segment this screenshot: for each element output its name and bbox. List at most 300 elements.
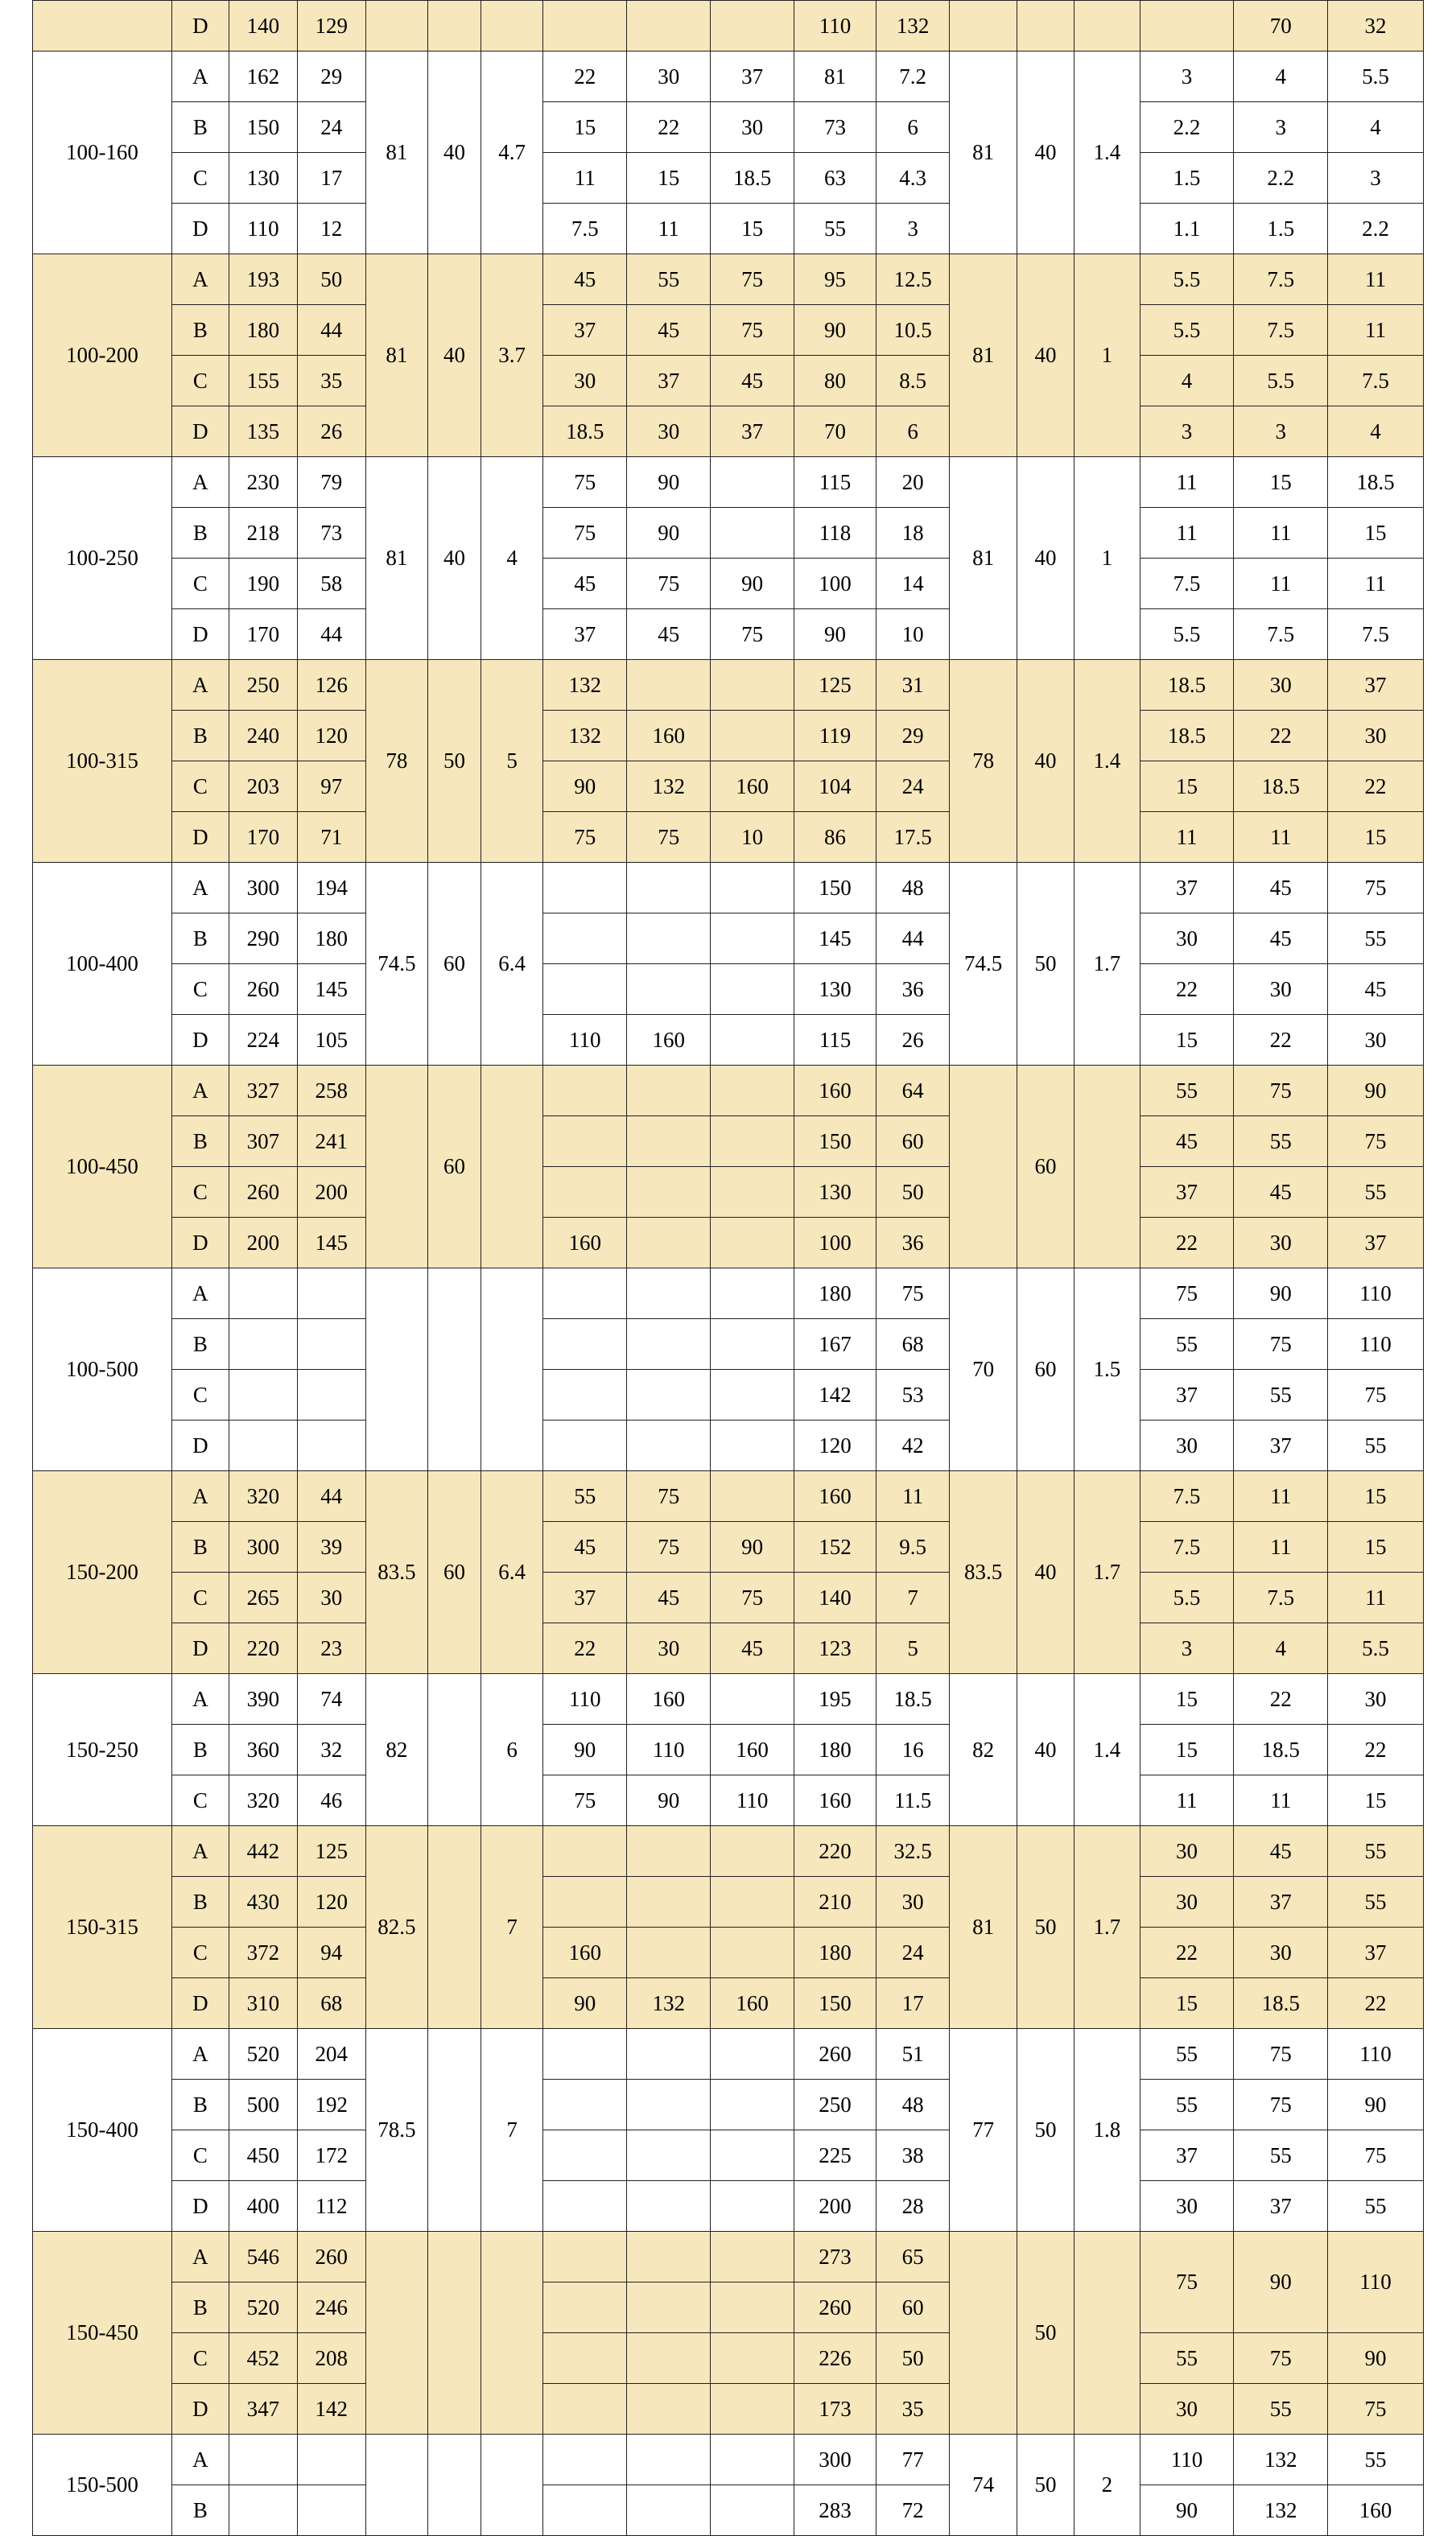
value-k2: 3 — [1234, 406, 1328, 457]
value-k2: 55 — [1234, 2384, 1328, 2435]
table-row — [33, 913, 1424, 964]
value-k1: 3 — [1140, 406, 1234, 457]
value-h2: 45 — [627, 305, 711, 356]
value-h1 — [543, 1826, 627, 1877]
value-i2: 60 — [876, 2282, 949, 2333]
variant-letter: A — [171, 1066, 229, 1116]
value-j1: 70 — [950, 1268, 1017, 1471]
value-i1: 180 — [794, 1268, 876, 1319]
value-h2: 30 — [627, 1623, 711, 1674]
value-h1: 110 — [543, 1674, 627, 1725]
value-h3: 110 — [711, 1775, 794, 1826]
value-h3: 37 — [711, 406, 794, 457]
value-j3: 2 — [1074, 2435, 1140, 2536]
value-n1: 135 — [229, 406, 297, 457]
value-h1: 90 — [543, 761, 627, 812]
variant-letter: D — [171, 2181, 229, 2232]
value-i2: 35 — [876, 2384, 949, 2435]
value-g1: 81 — [365, 254, 427, 457]
value-g3: 3.7 — [481, 254, 542, 457]
value-h2: 90 — [627, 508, 711, 559]
value-k3: 11 — [1328, 305, 1424, 356]
model-label: 150-400 — [33, 2029, 172, 2232]
value-g1: 82.5 — [365, 1826, 427, 2029]
value-n1: 442 — [229, 1826, 297, 1877]
value-k2: 55 — [1234, 1370, 1328, 1421]
value-j2: 40 — [1017, 1471, 1074, 1674]
value-i1: 145 — [794, 913, 876, 964]
value-h1 — [543, 913, 627, 964]
value-k3: 15 — [1328, 1775, 1424, 1826]
value-g1 — [365, 1066, 427, 1268]
value-g2 — [428, 1674, 481, 1826]
value-g2: 40 — [428, 52, 481, 254]
value-k1: 3 — [1140, 1623, 1234, 1674]
variant-letter: A — [171, 1268, 229, 1319]
variant-letter: A — [171, 1471, 229, 1522]
value-j3: 1.7 — [1074, 863, 1140, 1066]
table-row — [33, 1928, 1424, 1978]
value-j1: 82 — [950, 1674, 1017, 1826]
value-k2: 22 — [1234, 711, 1328, 761]
value-n2: 35 — [297, 356, 365, 406]
table-row — [33, 2080, 1424, 2130]
value-i2: 7 — [876, 1573, 949, 1623]
value-j3 — [1074, 2232, 1140, 2435]
table-row — [33, 2333, 1424, 2384]
specification-table — [32, 0, 1424, 2536]
value-h1 — [543, 2384, 627, 2435]
value-j2: 50 — [1017, 863, 1074, 1066]
value-k2: 7.5 — [1234, 1573, 1328, 1623]
value-h1: 37 — [543, 609, 627, 660]
value-n1: 360 — [229, 1725, 297, 1775]
value-n2 — [297, 1421, 365, 1471]
value-k3: 11 — [1328, 559, 1424, 609]
value-k3: 37 — [1328, 660, 1424, 711]
value-n1: 390 — [229, 1674, 297, 1725]
value-i1: 273 — [794, 2232, 876, 2282]
value-j2: 50 — [1017, 2029, 1074, 2232]
value-h3: 37 — [711, 52, 794, 102]
value-k2: 55 — [1234, 1116, 1328, 1167]
value-h3 — [711, 1066, 794, 1116]
value-k3: 160 — [1328, 2485, 1424, 2536]
value-k1: 30 — [1140, 2384, 1234, 2435]
value-n1: 190 — [229, 559, 297, 609]
variant-letter: C — [171, 1775, 229, 1826]
value-k1: 55 — [1140, 2080, 1234, 2130]
value-n1: 140 — [229, 1, 297, 52]
value-j1 — [950, 1066, 1017, 1268]
value-h3: 10 — [711, 812, 794, 863]
value-n1 — [229, 1319, 297, 1370]
value-h1 — [543, 863, 627, 913]
value-h2: 55 — [627, 254, 711, 305]
value-i2: 7.2 — [876, 52, 949, 102]
value-i1: 90 — [794, 305, 876, 356]
value-k2: 132 — [1234, 2435, 1328, 2485]
value-j3: 1.4 — [1074, 1674, 1140, 1826]
value-n1: 170 — [229, 812, 297, 863]
value-k3: 2.2 — [1328, 204, 1424, 254]
value-g2: 50 — [428, 660, 481, 863]
value-n2: 192 — [297, 2080, 365, 2130]
value-k2: 11 — [1234, 812, 1328, 863]
value-n2: 120 — [297, 1877, 365, 1928]
value-h1: 75 — [543, 812, 627, 863]
value-n1 — [229, 1268, 297, 1319]
value-k1: 18.5 — [1140, 711, 1234, 761]
value-i2: 44 — [876, 913, 949, 964]
value-h2: 45 — [627, 1573, 711, 1623]
value-k2: 4 — [1234, 52, 1328, 102]
value-n1: 320 — [229, 1775, 297, 1826]
value-k3: 110 — [1328, 2232, 1424, 2333]
value-j2: 40 — [1017, 660, 1074, 863]
value-h2: 11 — [627, 204, 711, 254]
value-k3: 18.5 — [1328, 457, 1424, 508]
value-n1 — [229, 2435, 297, 2485]
value-i2: 72 — [876, 2485, 949, 2536]
value-k2: 75 — [1234, 2080, 1328, 2130]
value-h2: 30 — [627, 52, 711, 102]
value-h3: 160 — [711, 1725, 794, 1775]
value-h1: 45 — [543, 1522, 627, 1573]
value-h2: 75 — [627, 812, 711, 863]
value-n1: 240 — [229, 711, 297, 761]
value-k1: 55 — [1140, 1066, 1234, 1116]
value-i1: 90 — [794, 609, 876, 660]
table-row — [33, 1421, 1424, 1471]
value-h2: 160 — [627, 1015, 711, 1066]
value-i1: 220 — [794, 1826, 876, 1877]
value-j1: 78 — [950, 660, 1017, 863]
value-k1: 30 — [1140, 2181, 1234, 2232]
value-i1: 150 — [794, 863, 876, 913]
value-n2: 194 — [297, 863, 365, 913]
value-n1: 430 — [229, 1877, 297, 1928]
value-h3 — [711, 660, 794, 711]
value-k2: 22 — [1234, 1015, 1328, 1066]
value-h1 — [543, 964, 627, 1015]
value-k2: 37 — [1234, 2181, 1328, 2232]
value-h3 — [711, 711, 794, 761]
value-k3: 55 — [1328, 1167, 1424, 1218]
value-n2 — [297, 1268, 365, 1319]
value-n2: 105 — [297, 1015, 365, 1066]
value-h3: 30 — [711, 102, 794, 153]
value-g1 — [365, 1, 427, 52]
value-h3 — [711, 2232, 794, 2282]
value-g2 — [428, 1268, 481, 1471]
table-row — [33, 1116, 1424, 1167]
value-k2: 45 — [1234, 863, 1328, 913]
value-n2: 39 — [297, 1522, 365, 1573]
value-i2: 30 — [876, 1877, 949, 1928]
table-row — [33, 457, 1424, 508]
table-row — [33, 254, 1424, 305]
table-row — [33, 1471, 1424, 1522]
value-k3: 90 — [1328, 2333, 1424, 2384]
value-i1: 70 — [794, 406, 876, 457]
value-h2 — [627, 2435, 711, 2485]
value-n2: 145 — [297, 1218, 365, 1268]
value-i2: 24 — [876, 1928, 949, 1978]
table-row — [33, 508, 1424, 559]
model-label: 150-450 — [33, 2232, 172, 2435]
model-label: 100-315 — [33, 660, 172, 863]
value-i1: 250 — [794, 2080, 876, 2130]
variant-letter: A — [171, 660, 229, 711]
value-i2: 64 — [876, 1066, 949, 1116]
value-k3: 5.5 — [1328, 52, 1424, 102]
value-h1: 160 — [543, 1218, 627, 1268]
value-i2: 42 — [876, 1421, 949, 1471]
value-n1: 203 — [229, 761, 297, 812]
model-label: 150-315 — [33, 1826, 172, 2029]
value-k3: 30 — [1328, 1674, 1424, 1725]
value-h3 — [711, 2029, 794, 2080]
value-k3: 90 — [1328, 2080, 1424, 2130]
value-i2: 68 — [876, 1319, 949, 1370]
value-k2: 7.5 — [1234, 609, 1328, 660]
variant-letter: C — [171, 1370, 229, 1421]
value-i1: 140 — [794, 1573, 876, 1623]
value-h1 — [543, 1877, 627, 1928]
value-j1 — [950, 2232, 1017, 2435]
value-k2: 75 — [1234, 2333, 1328, 2384]
value-j2: 40 — [1017, 254, 1074, 457]
variant-letter: A — [171, 457, 229, 508]
variant-letter: D — [171, 2384, 229, 2435]
value-h2: 75 — [627, 1522, 711, 1573]
value-i1: 225 — [794, 2130, 876, 2181]
value-g3 — [481, 2435, 542, 2536]
value-i2: 17 — [876, 1978, 949, 2029]
value-i2: 14 — [876, 559, 949, 609]
value-h3 — [711, 1268, 794, 1319]
value-j1: 81 — [950, 1826, 1017, 2029]
variant-letter: B — [171, 913, 229, 964]
value-n2: 73 — [297, 508, 365, 559]
value-k1: 30 — [1140, 1421, 1234, 1471]
value-i2: 65 — [876, 2232, 949, 2282]
value-i1: 160 — [794, 1066, 876, 1116]
value-j2: 50 — [1017, 1826, 1074, 2029]
value-k3: 75 — [1328, 1370, 1424, 1421]
value-j3: 1 — [1074, 254, 1140, 457]
value-h1 — [543, 2485, 627, 2536]
value-h2 — [627, 2282, 711, 2333]
value-k1: 11 — [1140, 1775, 1234, 1826]
value-h3: 160 — [711, 1978, 794, 2029]
value-h2 — [627, 1066, 711, 1116]
variant-letter: B — [171, 2485, 229, 2536]
value-h3 — [711, 1116, 794, 1167]
value-k3: 55 — [1328, 913, 1424, 964]
value-k3: 55 — [1328, 2181, 1424, 2232]
value-k1: 55 — [1140, 2029, 1234, 2080]
value-i1: 180 — [794, 1928, 876, 1978]
value-k2: 75 — [1234, 1319, 1328, 1370]
value-k1: 5.5 — [1140, 609, 1234, 660]
value-g1 — [365, 1268, 427, 1471]
table-row — [33, 1978, 1424, 2029]
value-n1: 307 — [229, 1116, 297, 1167]
table-row — [33, 863, 1424, 913]
value-j1: 77 — [950, 2029, 1017, 2232]
variant-letter: C — [171, 356, 229, 406]
value-h1: 11 — [543, 153, 627, 204]
value-i2: 77 — [876, 2435, 949, 2485]
value-k2: 4 — [1234, 1623, 1328, 1674]
variant-letter: A — [171, 1826, 229, 1877]
value-h3 — [711, 2435, 794, 2485]
value-k3: 30 — [1328, 711, 1424, 761]
value-k1: 15 — [1140, 761, 1234, 812]
value-j3: 1.4 — [1074, 52, 1140, 254]
value-n2: 172 — [297, 2130, 365, 2181]
value-n1: 320 — [229, 1471, 297, 1522]
value-n2: 260 — [297, 2232, 365, 2282]
variant-letter: D — [171, 1015, 229, 1066]
value-g1 — [365, 2232, 427, 2435]
value-i2: 28 — [876, 2181, 949, 2232]
value-g3: 6 — [481, 1674, 542, 1826]
value-n2: 142 — [297, 2384, 365, 2435]
value-h1 — [543, 2080, 627, 2130]
value-i2: 24 — [876, 761, 949, 812]
value-j2: 60 — [1017, 1066, 1074, 1268]
value-n2: 74 — [297, 1674, 365, 1725]
value-i2: 4.3 — [876, 153, 949, 204]
value-k1: 11 — [1140, 508, 1234, 559]
value-h1: 75 — [543, 508, 627, 559]
value-n2: 29 — [297, 52, 365, 102]
value-n1: 250 — [229, 660, 297, 711]
variant-letter: C — [171, 2333, 229, 2384]
value-k1: 1.5 — [1140, 153, 1234, 204]
value-n1: 300 — [229, 1522, 297, 1573]
table-row — [33, 1826, 1424, 1877]
value-g3: 7 — [481, 1826, 542, 2029]
value-n1: 520 — [229, 2029, 297, 2080]
value-h2 — [627, 1421, 711, 1471]
value-g3 — [481, 1066, 542, 1268]
value-n2: 120 — [297, 711, 365, 761]
value-n1: 290 — [229, 913, 297, 964]
value-h2: 22 — [627, 102, 711, 153]
value-h1: 18.5 — [543, 406, 627, 457]
value-h2: 160 — [627, 1674, 711, 1725]
value-i2: 6 — [876, 406, 949, 457]
variant-letter: A — [171, 863, 229, 913]
value-n1: 400 — [229, 2181, 297, 2232]
value-k3: 5.5 — [1328, 1623, 1424, 1674]
value-h1 — [543, 1066, 627, 1116]
table-row — [33, 1268, 1424, 1319]
value-i2: 36 — [876, 964, 949, 1015]
table-row — [33, 1015, 1424, 1066]
variant-letter: D — [171, 406, 229, 457]
value-h1: 37 — [543, 305, 627, 356]
value-n2: 26 — [297, 406, 365, 457]
value-j1: 81 — [950, 254, 1017, 457]
variant-letter: D — [171, 812, 229, 863]
value-h3 — [711, 913, 794, 964]
value-g2: 40 — [428, 457, 481, 660]
variant-letter: D — [171, 1, 229, 52]
value-h3 — [711, 2080, 794, 2130]
value-k2: 30 — [1234, 1928, 1328, 1978]
value-h3 — [711, 457, 794, 508]
value-k3: 90 — [1328, 1066, 1424, 1116]
value-k1: 11 — [1140, 812, 1234, 863]
value-k2: 30 — [1234, 1218, 1328, 1268]
value-h3 — [711, 2130, 794, 2181]
value-h3 — [711, 1370, 794, 1421]
value-k3: 7.5 — [1328, 609, 1424, 660]
value-i2: 10.5 — [876, 305, 949, 356]
variant-letter: B — [171, 711, 229, 761]
value-h3 — [711, 2485, 794, 2536]
value-k1: 22 — [1140, 964, 1234, 1015]
value-i2: 20 — [876, 457, 949, 508]
value-j2 — [1017, 1, 1074, 52]
table-row — [33, 711, 1424, 761]
value-k1: 7.5 — [1140, 559, 1234, 609]
value-k3: 37 — [1328, 1928, 1424, 1978]
value-k3: 75 — [1328, 1116, 1424, 1167]
value-j2: 40 — [1017, 1674, 1074, 1826]
value-g2: 60 — [428, 1471, 481, 1674]
value-k3: 75 — [1328, 863, 1424, 913]
value-k2: 55 — [1234, 2130, 1328, 2181]
variant-letter: B — [171, 1877, 229, 1928]
value-k2: 2.2 — [1234, 153, 1328, 204]
value-g3: 6.4 — [481, 863, 542, 1066]
variant-letter: C — [171, 559, 229, 609]
value-j3: 1.4 — [1074, 660, 1140, 863]
value-h3 — [711, 1826, 794, 1877]
value-j2: 50 — [1017, 2435, 1074, 2536]
value-n1: 372 — [229, 1928, 297, 1978]
value-j3: 1.7 — [1074, 1826, 1140, 2029]
value-h2 — [627, 1116, 711, 1167]
value-h1: 90 — [543, 1978, 627, 2029]
value-i1: 210 — [794, 1877, 876, 1928]
value-g2 — [428, 2232, 481, 2435]
value-g2: 60 — [428, 1066, 481, 1268]
value-n1: 450 — [229, 2130, 297, 2181]
table-row — [33, 1522, 1424, 1573]
table-row — [33, 1066, 1424, 1116]
table-row — [33, 406, 1424, 457]
value-k2: 5.5 — [1234, 356, 1328, 406]
value-i1: 119 — [794, 711, 876, 761]
value-k3: 75 — [1328, 2130, 1424, 2181]
model-label: 100-500 — [33, 1268, 172, 1471]
value-n1: 452 — [229, 2333, 297, 2384]
table-row — [33, 2232, 1424, 2282]
value-j2: 40 — [1017, 457, 1074, 660]
value-i2: 60 — [876, 1116, 949, 1167]
value-g2 — [428, 2435, 481, 2536]
value-h3: 75 — [711, 1573, 794, 1623]
value-k3: 11 — [1328, 254, 1424, 305]
value-n1 — [229, 2485, 297, 2536]
